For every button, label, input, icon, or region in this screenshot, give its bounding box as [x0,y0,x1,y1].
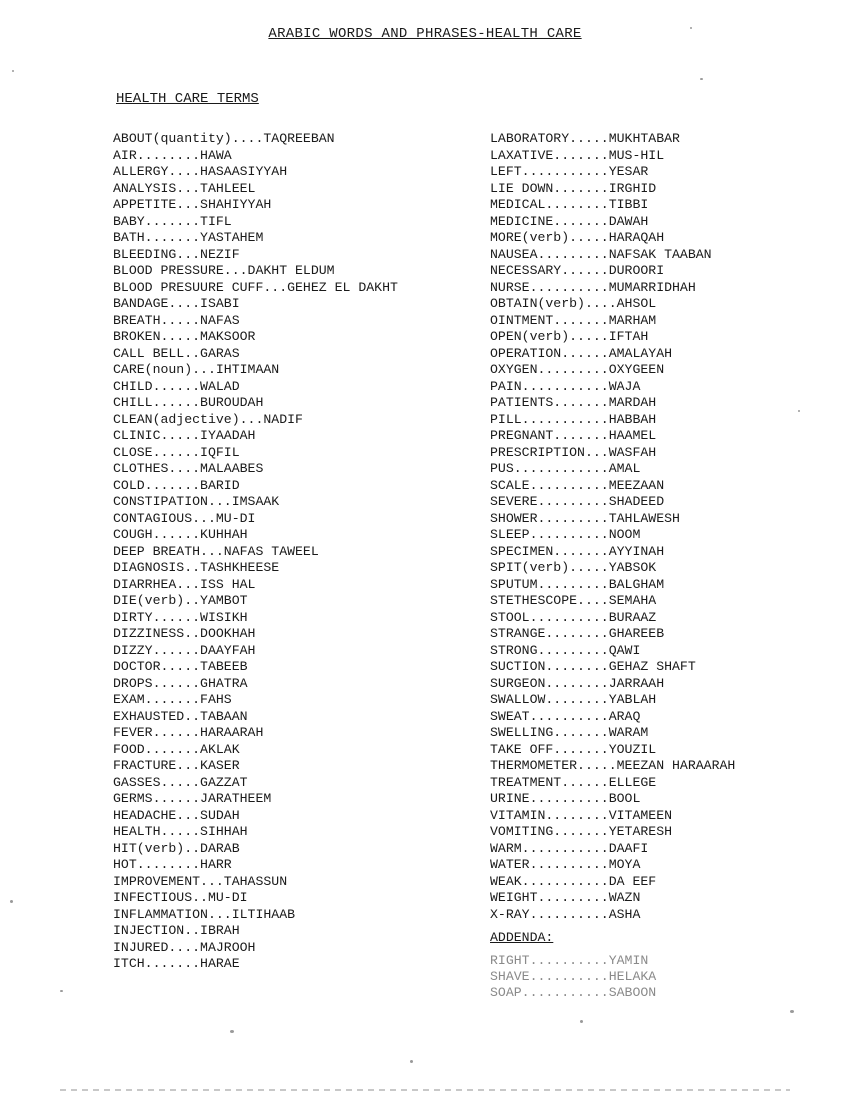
term-entry: SURGEON........JARRAAH [490,675,665,691]
term-entry: COLD.......BARID [113,477,240,493]
term-entry: THERMOMETER.....MEEZAN HARAARAH [490,758,736,773]
term-entry: SPUTUM.........BALGHAM [490,576,665,592]
term-entry: DIZZINESS..DOOKHAH [113,626,256,641]
term-entry: GASSES.....GAZZAT [113,774,248,790]
term-entry: CLOSE......IQFIL [113,444,240,460]
scan-speckle [12,70,14,72]
term-entry: SOAP...........SABOON [490,984,657,1000]
scan-speckle [690,27,692,29]
term-entry: OINTMENT.......MARHAM [490,312,657,328]
term-entry: INFECTIOUS..MU-DI [113,890,248,905]
term-entry: NAUSEA.........NAFSAK TAABAN [490,246,712,262]
scan-speckle [60,990,63,992]
term-entry: BATH.......YASTAHEM [113,230,264,245]
term-entry: LABORATORY.....MUKHTABAR [490,131,680,146]
term-entry: DIE(verb)..YAMBOT [113,593,248,608]
term-entry: SEVERE.........SHADEED [490,494,665,509]
term-entry: LIE DOWN.......IRGHID [490,180,657,196]
term-entry: BREATH.....NAFAS [113,312,240,328]
term-entry: APPETITE...SHAHIYYAH [113,197,272,212]
term-entry: HEADACHE...SUDAH [113,807,240,823]
term-entry: NECESSARY......DUROORI [490,263,665,278]
term-entry: PRESCRIPTION...WASFAH [490,444,657,460]
scan-speckle [10,900,13,903]
term-entry: COUGH......KUHHAH [113,527,248,542]
term-entry: FOOD.......AKLAK [113,741,240,757]
term-entry: SHOWER.........TAHLAWESH [490,510,680,526]
term-entry: WEIGHT.........WAZN [490,890,641,905]
term-entry: BROKEN.....MAKSOOR [113,329,256,344]
term-entry: SPECIMEN.......AYYINAH [490,543,665,559]
term-entry: BLOOD PRESUURE CUFF...GEHEZ EL DAKHT [113,279,398,295]
page-title: ARABIC WORDS AND PHRASES-HEALTH CARE [268,26,582,42]
term-entry: LEFT...........YESAR [490,164,649,179]
term-entry: TREATMENT......ELLEGE [490,774,657,790]
term-entry: CONTAGIOUS...MU-DI [113,510,256,526]
term-entry: DEEP BREATH...NAFAS TAWEEL [113,543,319,559]
term-entry: NURSE..........MUMARRIDHAH [490,279,696,295]
term-entry: VOMITING.......YETARESH [490,824,673,839]
term-entry: HIT(verb)..DARAB [113,840,240,856]
term-entry: DROPS......GHATRA [113,675,248,691]
scan-speckle [700,78,703,80]
scan-speckle [230,1030,234,1033]
term-entry: URINE..........BOOL [490,791,641,806]
term-entry: ANALYSIS...TAHLEEL [113,180,256,196]
scan-bottom-edge [60,1089,790,1091]
term-entry: SPIT(verb).....YABSOK [490,560,657,575]
term-entry: OBTAIN(verb)....AHSOL [490,296,657,311]
term-entry: EXAM.......FAHS [113,692,232,707]
term-entry: RIGHT..........YAMIN [490,952,649,968]
term-entry: BANDAGE....ISABI [113,296,240,311]
term-entry: CLINIC.....IYAADAH [113,428,256,443]
addenda-heading: ADDENDA: [490,930,554,945]
term-entry: DIZZY......DAAYFAH [113,642,256,658]
term-entry: WATER..........MOYA [490,857,641,872]
term-entry: PREGNANT.......HAAMEL [490,428,657,443]
term-entry: SUCTION........GEHAZ SHAFT [490,659,696,674]
term-entry: OPERATION......AMALAYAH [490,345,673,361]
right-term-list [490,131,735,923]
term-entry: BABY.......TIFL [113,213,232,229]
term-entry: STRONG.........QAWI [490,642,641,658]
term-entry: CARE(noun)...IHTIMAAN [113,362,280,377]
term-entry: AIR........HAWA [113,147,232,163]
term-entry: PILL...........HABBAH [490,411,657,427]
term-entry: MEDICINE.......DAWAH [490,213,649,229]
term-entry: OPEN(verb).....IFTAH [490,329,649,344]
section-heading: HEALTH CARE TERMS [116,91,259,107]
term-entry: SLEEP..........NOOM [490,527,641,542]
term-entry: DIAGNOSIS..TASHKHEESE [113,560,280,575]
term-entry: SWEAT..........ARAQ [490,708,641,724]
term-entry: FEVER......HARAARAH [113,725,264,740]
term-entry: PAIN...........WAJA [490,378,641,394]
term-entry: HEALTH.....SIHHAH [113,824,248,839]
term-entry: BLOOD PRESSURE...DAKHT ELDUM [113,263,335,278]
term-entry: CALL BELL..GARAS [113,345,240,361]
term-entry: TAKE OFF.......YOUZIL [490,741,657,757]
term-entry: ABOUT(quantity)....TAQREEBAN [113,131,335,146]
term-entry: INJURED....MAJROOH [113,939,256,955]
term-entry: SHAVE..........HELAKA [490,968,657,984]
term-entry: MEDICAL........TIBBI [490,197,649,212]
term-entry: INFLAMMATION...ILTIHAAB [113,906,296,922]
term-entry: STETHESCOPE....SEMAHA [490,593,657,608]
term-entry: INJECTION..IBRAH [113,923,240,938]
term-entry: STRANGE........GHAREEB [490,626,665,641]
left-term-list [113,131,398,973]
term-entry: MORE(verb).....HARAQAH [490,230,665,245]
term-entry: STOOL..........BURAAZ [490,609,657,625]
term-entry: FRACTURE...KASER [113,758,240,773]
term-entry: SCALE..........MEEZAAN [490,477,665,493]
term-entry: ITCH.......HARAE [113,956,240,971]
term-entry: PUS............AMAL [490,461,641,476]
scan-speckle [410,1060,413,1063]
term-entry: CONSTIPATION...IMSAAK [113,494,280,509]
term-entry: WARM...........DAAFI [490,840,649,856]
term-entry: EXHAUSTED..TABAAN [113,708,248,724]
term-entry: GERMS......JARATHEEM [113,791,272,806]
term-entry: VITAMIN........VITAMEEN [490,807,673,823]
scan-speckle [798,410,800,412]
term-entry: DIARRHEA...ISS HAL [113,576,256,592]
term-entry: OXYGEN.........OXYGEEN [490,362,665,377]
addenda-list [490,953,656,1001]
term-entry: SWELLING.......WARAM [490,725,649,740]
term-entry: ALLERGY....HASAASIYYAH [113,164,288,179]
term-entry: IMPROVEMENT...TAHASSUN [113,873,288,889]
addenda-section [490,930,656,1001]
term-entry: LAXATIVE.......MUS-HIL [490,147,665,163]
term-entry: DOCTOR.....TABEEB [113,659,248,674]
term-entry: CLOTHES....MALAABES [113,461,264,476]
term-entry: CLEAN(adjective)...NADIF [113,411,303,427]
term-entry: PATIENTS.......MARDAH [490,395,657,410]
term-entry: WEAK...........DA EEF [490,873,657,889]
term-entry: X-RAY..........ASHA [490,906,641,922]
scan-speckle [580,1020,583,1023]
term-entry: BLEEDING...NEZIF [113,246,240,262]
scan-speckle [790,1010,794,1013]
term-entry: CHILL......BUROUDAH [113,395,264,410]
term-entry: HOT........HARR [113,857,232,872]
term-entry: CHILD......WALAD [113,378,240,394]
term-entry: SWALLOW........YABLAH [490,692,657,707]
term-entry: DIRTY......WISIKH [113,609,248,625]
